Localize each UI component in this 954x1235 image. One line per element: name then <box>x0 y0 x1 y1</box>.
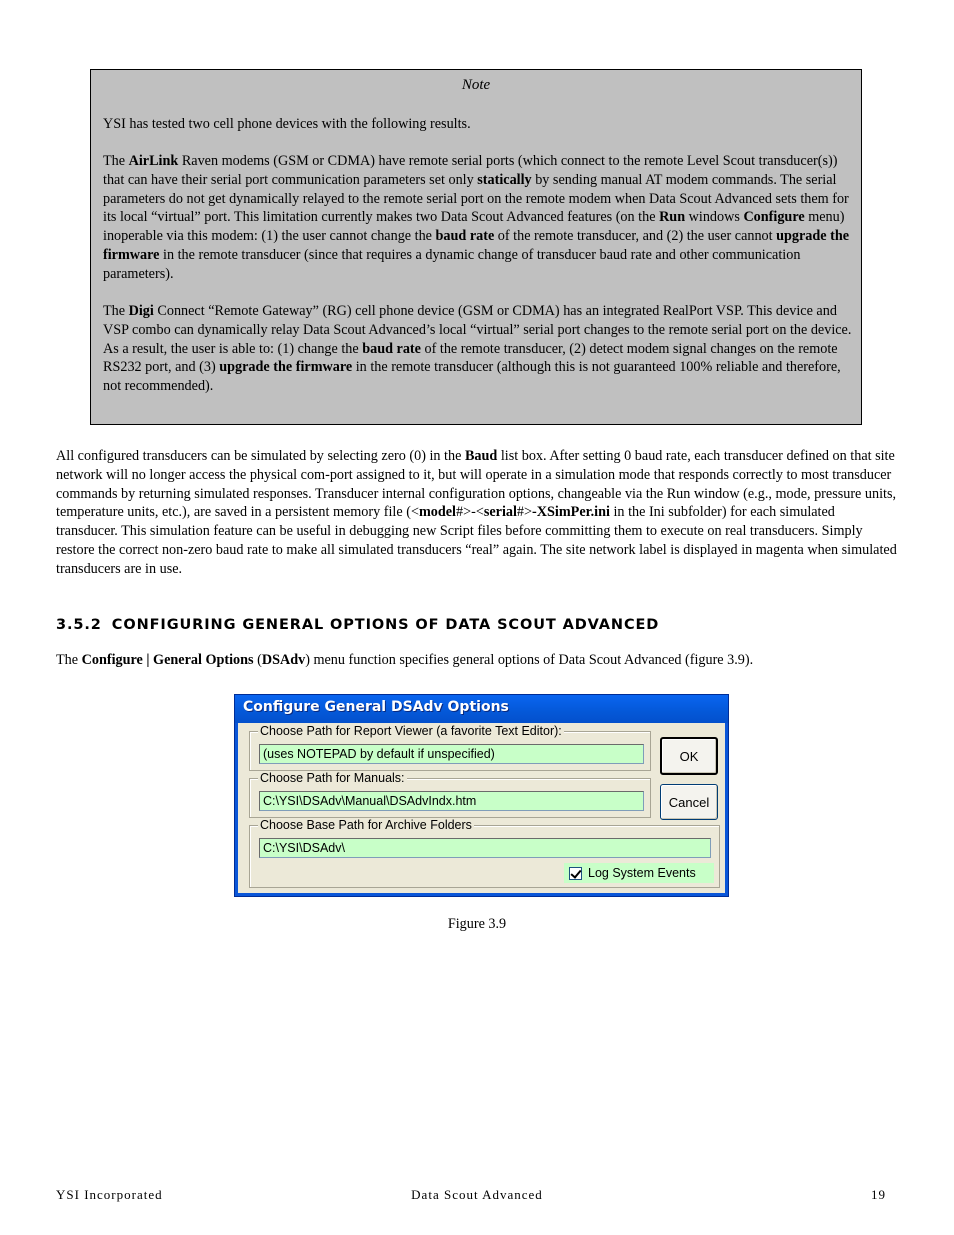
note-digi-paragraph: The Digi Connect “Remote Gateway” (RG) cell phone device (GSM or CDMA) has an integrated RealPort VSP. This device and VSP combo can dynamically relay Data Scout Advanced’s local “virtual” serial port changes to the remote serial port on the device. As a result, the user is able to: (1) change the baud rate of the remote transducer, (2) detect modem signal changes on the remote RS232 port, and (3) upgrade the firmware in the remote transducer (although this is not guaranteed 100% reliable and therefore, not recommended). <box>103 303 852 395</box>
log-events-checkbox[interactable] <box>569 867 582 880</box>
log-events-option[interactable] <box>564 863 714 883</box>
note-title: Note <box>461 77 491 93</box>
note-box <box>90 69 862 425</box>
archive-path-input[interactable]: C:\YSI\DSAdv\ <box>259 838 711 858</box>
note-airlink-paragraph: The AirLink Raven modems (GSM or CDMA) have remote serial ports (which connect to the remote Level Scout transducer(s)) that can have their serial port communication parameters set only statically by sending manual AT modem commands. The serial parameters do not get dynamically relayed to the remote serial port on the remote modem when Data Scout Advanced sets them for its local “virtual” port. This limitation currently makes two Data Scout Advanced features (on the Run windows Configure menu) inoperable via this modem: (1) the user cannot change the baud rate of the remote transducer, and (2) the user cannot upgrade the firmware in the remote transducer (since that requires a dynamic change of transducer baud rate and other communication parameters). <box>103 153 850 282</box>
manuals-group <box>249 771 651 818</box>
footer-page-number: 19 <box>871 1187 886 1202</box>
log-events-label: Log System Events <box>588 866 696 880</box>
section-intro: The Configure | General Options (DSAdv) menu function specifies general options of Data Scout Advanced (figure 3.9). <box>56 652 754 668</box>
manuals-label: Choose Path for Manuals: <box>260 771 405 785</box>
report-viewer-group <box>249 724 651 771</box>
section-number: 3.5.2 <box>56 617 102 633</box>
dialog-client-area <box>238 723 725 893</box>
simulation-paragraph: All configured transducers can be simulated by selecting zero (0) in the Baud list box. After setting 0 baud rate, each transducer defined on that site network will no longer access the physical com-port assigned to it, but will operate in a simulation mode that responds correctly to most transducer commands by returning simulated responses. Transducer internal configuration options, changeable via the Run window (e.g., mode, pressure units, temperature units, etc.), are saved in a persistent memory file (<model#>-<serial#>-XSimPer.ini in the Ini subfolder) for each simulated transducer. This simulation feature can be useful in debugging new Script files before committing them to execute on real transducers. Simply restore the correct non-zero baud rate to make all simulated transducers “real” again. The site network label is displayed in magenta when simulated transducers are in use. <box>56 448 897 577</box>
dialog-titlebar[interactable] <box>235 695 728 723</box>
note-intro: YSI has tested two cell phone devices with the following results. <box>103 116 471 132</box>
report-viewer-label: Choose Path for Report Viewer (a favorite Text Editor): <box>260 724 562 738</box>
footer-product: Data Scout Advanced <box>411 1187 543 1202</box>
footer-company: YSI Incorporated <box>56 1187 163 1202</box>
report-viewer-path-input[interactable]: (uses NOTEPAD by default if unspecified) <box>259 744 644 764</box>
section-heading <box>56 617 659 633</box>
configure-options-dialog <box>234 694 729 897</box>
manuals-path-input[interactable]: C:\YSI\DSAdv\Manual\DSAdvIndx.htm <box>259 791 644 811</box>
archive-label: Choose Base Path for Archive Folders <box>260 818 472 832</box>
figure-caption: Figure 3.9 <box>447 916 507 932</box>
cancel-button[interactable]: Cancel <box>660 784 718 820</box>
dialog-title: Configure General DSAdv Options <box>243 699 509 715</box>
section-title: CONFIGURING GENERAL OPTIONS OF DATA SCOUT ADVANCED <box>111 617 660 633</box>
ok-button[interactable]: OK <box>660 737 718 775</box>
